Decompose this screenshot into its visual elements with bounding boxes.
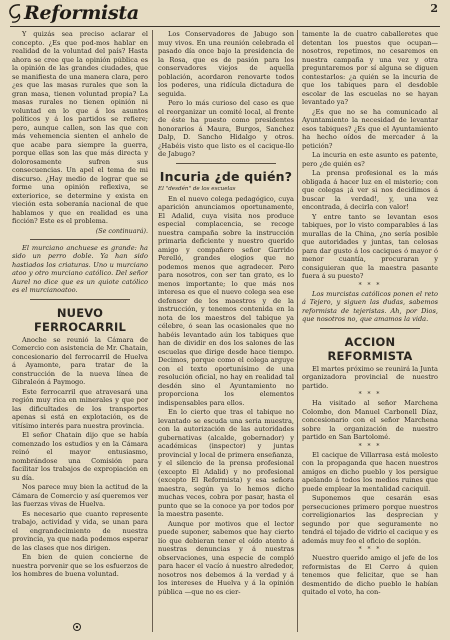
article-paragraph: En el nuevo colega pedagógico, cuya aparición anunciamos oportunamente, El Adalid, cuya visita nos produce especial complacencia, se recoge nuestra campaña sobre la instrucción primaria deficiente y nuestro querido amigo y compañero señor Garrido Perelló, grandes elogios que no podemos menos que agradecer. Pero para nosotros, con ser tan grato, es lo menos importante; lo que más nos interesa es que el nuevo colega sea ese defensor de los maestros y de la instrucción, y tenemos contenida en la nota de los maestros del tabique ya célebre, ó sean las ocasionales que no habéis levantado aún los tabiques que han de dividir en dos los salones de las escuelas que dirige desde hace tiempo. Decimos, porque como el colega arguye con el texto oportunísimo de una resolución oficial, no hay en realidad tal desdén sino el Ayuntamiento no proporciona los elementos indispensables para ellos. — [158, 194, 294, 407]
masthead-flourish-icon — [6, 2, 24, 24]
article-paragraph: La prensa profesional es la más obligada á hacer luz en el misterio; con que colegas ¡á ver si nos decidimos á buscar la verdad!, y, una vez encontrada, á decirla con valor! — [302, 169, 438, 211]
article-paragraph: El cacique de Villarrasa está molesto con la propaganda que hacen nuestros amigos en dicho pueblo y los persigue apelando á todos los medios ruines que puede emplear la mentalidad caciquil. — [302, 450, 438, 493]
continuation-note: (Se continuará). — [95, 226, 148, 235]
article-paragraph: ¿Es que no se ha comunicado al Ayuntamiento la necesidad de levantar esos tabiques? ¿Es que el Ayuntamiento ha hecho oídos de mercader á la petición? — [302, 107, 438, 150]
article-paragraph: En lo cierto que tras el tabique no levantado se escuda una seria muestra, con la autorización de las autoridades gubernativas (alcalde, gobernador) y académicas (inspector) y juntas provincial y local de primera enseñanza, y el silencio de la prensa profesional (excepto El Adalid) y no profesional (excepto El Reformista) y esa señora maestra, según ya lo hemos dicho muchas veces, cobra por pasar, hasta el punto que se la conoce ya por todos por la maestra pasente. — [158, 408, 294, 518]
article-paragraph: Suponemos que cesarán esas persecuciones primero porque nuestros correligionarios las desprecian y segundo por que seguramente no tendrá el tejado de vidrio el cacique y es además muy feo el oficio de soplón. — [302, 494, 438, 545]
article-paragraph: Los Conservadores de Jabugo son muy vivos. En una reunión celebrada el pasado día once bajo la presidencia de la Rosa, que es de pasión para los conservadores viejos de aquella población, acordaron renovarte todos los poderes, una ridícula dictadura de seguida. — [158, 30, 294, 98]
article-paragraph: Nos parece muy bien la actitud de la Cámara de Comercio y así queremos ver las fuerzas vivas de Huelva. — [12, 483, 148, 508]
article-paragraph: Y quizás sea preciso aclarar el concepto. ¿Es que pod-mos hablar en realidad de la voluntad del país? Hasta ahora se cree que la opinión pública es la opinión de las grandes ciudades, que se manifiesta de una manera clara, pero ¿es que las masas rurales que son la gran masa, tienen voluntad propia? La masas rurales no tienen opinión ni voluntad en lo que á los asuntos políticos y á los partidos se refiere; pero, aunque callen, son las que con más vehemencia sienten el anhelo de que acabe para siempre la guerra, porque ellas son las que más directa y dolorosamente sufren sus consecuencias. Un apel el tema de mi discurso. ¿Hay medio de lograr que se forme una opinión reflexiva, se exteriorice, se determine y exista en vieción esta soberanía nacional de que hablamos y que en realidad es una ficción? Este es el problema. — [12, 30, 148, 225]
separator — [176, 163, 276, 164]
headline-incuria: Incuria ¿de quién? — [159, 168, 293, 184]
article-paragraph: Este ferrocarril que atravesará una región muy rica en minerales y que por las dificultades de los transportes apenas si está en explotación, es de vitísimo interés para nuestra provincia. — [12, 387, 148, 430]
masthead-title: Reformista — [24, 2, 139, 24]
article-paragraph: El señor Chatain dijo que se había comenzado los estudios y en la Cámara reinó el mayor entusiasmo, nombrándose una Comisión para facilitar los trabajos de expropiación en su día. — [12, 431, 148, 482]
article-paragraph: Aunque por motivos que el lector puede suponer, sabemos que hay cierto lío que debieran tener el oído atento á nuestras denuncias y á nuestras observaciones, una especie de compló para hacer el vacío á nuestro alrededor, nosotros nos debemos á la verdad y á los intereses de Huelva y á la opinión pública —que no es cier- — [158, 519, 294, 596]
section-stars: * * * — [358, 391, 382, 398]
byline: El "desdén" de los escuelas — [158, 185, 236, 192]
page-number: 2 — [430, 2, 438, 15]
column-divider — [152, 30, 153, 632]
article-paragraph: Es necesario que cuanto represente trabajo, actividad y vida, se unan para el engrandecimiento de nuestra provincia, ya que nada podemos esperar de las clases que nos dirigen. — [12, 509, 148, 552]
italic-note: El murciano anchuese es grande: ha sido un perro doble. Ya han sido hastiados los criaturas. Uno u murciano atoo y otro murciano católico. Del señor Aurel no dice que es un quiote católico es el murcianoatoo. — [12, 243, 148, 294]
header-rule — [10, 26, 440, 27]
column-1 — [12, 30, 148, 634]
separator — [320, 328, 420, 329]
headline-nuevo-ferrocarril: NUEVO FERROCARRIL — [33, 305, 127, 334]
masthead — [12, 2, 152, 24]
article-paragraph: Y entre tanto se levantan esos tabiques, por lo visto comparables á las murallas de la China, ¿no sería posible que autoridades y juntas, tan celosas para dar gusto á los caciques ó mayor ó menor cuantía, procuraran y consiguieran que la maestra pasante fuera á su puesto? — [302, 212, 438, 280]
section-stars: * * * — [358, 281, 382, 289]
separator — [30, 239, 130, 240]
italic-note: Los murcistas católicos ponen el reto á Tejero, y siguen las dudas, sabemos reformista de tejeristas. Ah, por Dios, que nosotros no, que amamos la vida. — [302, 289, 438, 323]
article-paragraph: El martes próximo se reunirá la Junta organizadora provincial de nuestro partido. — [302, 364, 438, 390]
separator — [30, 299, 130, 300]
article-paragraph: tamente la de cuatro caballeretes que detentan los puestos que ocupan—nosotros, repetimos, no cesaremos en nuestra campaña y una vez y otra preguntaremos por sí alguna se diguen contestarlos: ¿a quién se la incuria de que los tabiques para el desdoble escolar de las escuelas no se hayan levantado ya? — [302, 30, 438, 106]
article-paragraph: Pero lo más curioso del caso es que el reorganizar un comité local, al frente de éste ha puesto como presidentes honorarios á Maura, Burgos, Sanchez Dalp, D. Sancho Hidalgo y otros. ¿Habéis visto que listo es el cacique-llo de Jabugo? — [158, 99, 294, 158]
ornament-icon — [72, 622, 82, 632]
section-stars: * * * — [358, 546, 382, 553]
article-paragraph: Nuestro querido amigo el jefe de los reformistas de El Cerro á quien tenemos que felicitar, que se han desmentido de dicho pueblo le habían quitado el voto, ha con- — [302, 554, 438, 596]
article-paragraph: En bien de quien concierne de nuestra porvenir que se los esfuerzos de los hombres de buena voluntad. — [12, 553, 148, 578]
column-divider — [297, 30, 298, 632]
article-paragraph: La incuria en este asunto es patente, pero ¿de quién es? — [302, 151, 438, 168]
column-2 — [158, 30, 294, 634]
column-3 — [302, 30, 438, 634]
section-stars: * * * — [358, 442, 382, 450]
headline-accion-reformista: ACCION REFORMISTA — [327, 334, 413, 363]
article-paragraph: Ha visitado al señor Marchena Colombo, don Manuel Carbonell Díaz, concesionario con el señor Marchena sobre la organización de nuestro partido en San Bartolomé. — [302, 399, 438, 441]
article-paragraph: Anoche se reunió la Cámara de Comercio con asistencia de Mr. Chatain, concesionario del ferrocarril de Huelva á Ayamonte, para tratar de la construcción de la nueva línea de Gibraleón á Paymogo. — [12, 335, 148, 386]
